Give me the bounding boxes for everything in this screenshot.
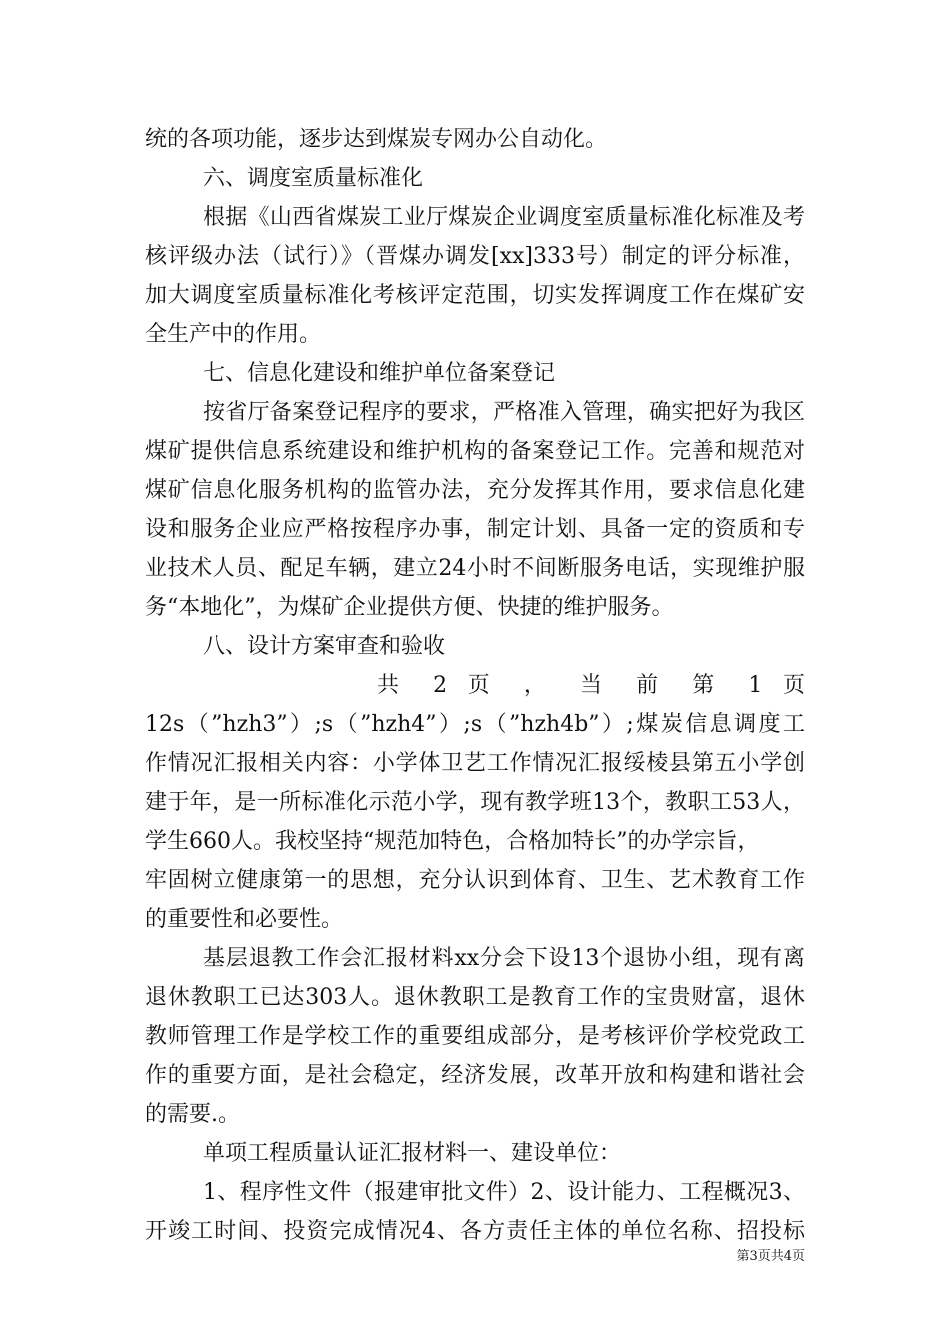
text-line: 的重要性和必要性。 <box>145 907 344 932</box>
text-line: 单项工程质量认证汇报材料一、建设单位： <box>203 1141 622 1166</box>
text-line: 学生660人。我校坚持“规范加特色，合格加特长”的办学宗旨， <box>145 829 760 854</box>
text-line: 退休教职工已达303人。退休教职工是教育工作的宝贵财富，退休 <box>145 985 805 1010</box>
text-line: 全生产中的作用。 <box>145 322 322 347</box>
text-line: 的需要.。 <box>145 1102 240 1127</box>
text-line: 核评级办法（试行）》（晋煤办调发[xx]333号）制定的评分标准， <box>145 244 805 269</box>
text-line: 煤矿提供信息系统建设和维护机构的备案登记工作。完善和规范对 <box>145 439 805 464</box>
text-line: 基层退教工作会汇报材料xx分会下设13个退协小组，现有离 <box>203 946 805 971</box>
text-line: 教师管理工作是学校工作的重要组成部分，是考核评价学校党政工 <box>145 1024 805 1049</box>
page-footer: 第3页共4页 <box>736 1249 805 1264</box>
document-body <box>145 120 805 1251</box>
text-line: 统的各项功能，逐步达到煤炭专网办公自动化。 <box>145 127 608 152</box>
text-line: 六、调度室质量标准化 <box>203 166 424 191</box>
text-line: 12s（”hzh3”）;s（”hzh4”）;s（”hzh4b”）;煤炭信息调度工 <box>145 712 805 737</box>
page-counter-line: 共 2 页 ， 当 前 第 1 页 <box>377 673 805 698</box>
text-line: 按省厅备案登记程序的要求，严格准入管理，确实把好为我区 <box>203 400 805 425</box>
text-line: 设和服务企业应严格按程序办事，制定计划、具备一定的资质和专 <box>145 517 805 542</box>
text-line: 业技术人员、配足车辆，建立24小时不间断服务电话，实现维护服 <box>145 556 805 581</box>
text-line: 根据《山西省煤炭工业厅煤炭企业调度室质量标准化标准及考 <box>203 205 805 230</box>
text-line: 煤矿信息化服务机构的监管办法，充分发挥其作用，要求信息化建 <box>145 478 805 503</box>
text-line: 1、程序性文件（报建审批文件）2、设计能力、工程概况3、 <box>203 1180 805 1205</box>
text-line: 建于年，是一所标准化示范小学，现有教学班13个，教职工53人， <box>145 790 805 815</box>
text-line: 作的重要方面，是社会稳定，经济发展，改革开放和构建和谐社会 <box>145 1063 805 1088</box>
text-line: 八、设计方案审查和验收 <box>203 634 446 659</box>
text-line: 七、信息化建设和维护单位备案登记 <box>203 361 556 386</box>
text-line: 加大调度室质量标准化考核评定范围，切实发挥调度工作在煤矿安 <box>145 283 805 308</box>
text-line: 作情况汇报相关内容：小学体卫艺工作情况汇报绥棱县第五小学创 <box>145 751 805 776</box>
text-line: 开竣工时间、投资完成情况4、各方责任主体的单位名称、招投标 <box>145 1219 805 1244</box>
text-line: 务“本地化”，为煤矿企业提供方便、快捷的维护服务。 <box>145 595 674 620</box>
text-line: 牢固树立健康第一的思想，充分认识到体育、卫生、艺术教育工作 <box>145 868 805 893</box>
